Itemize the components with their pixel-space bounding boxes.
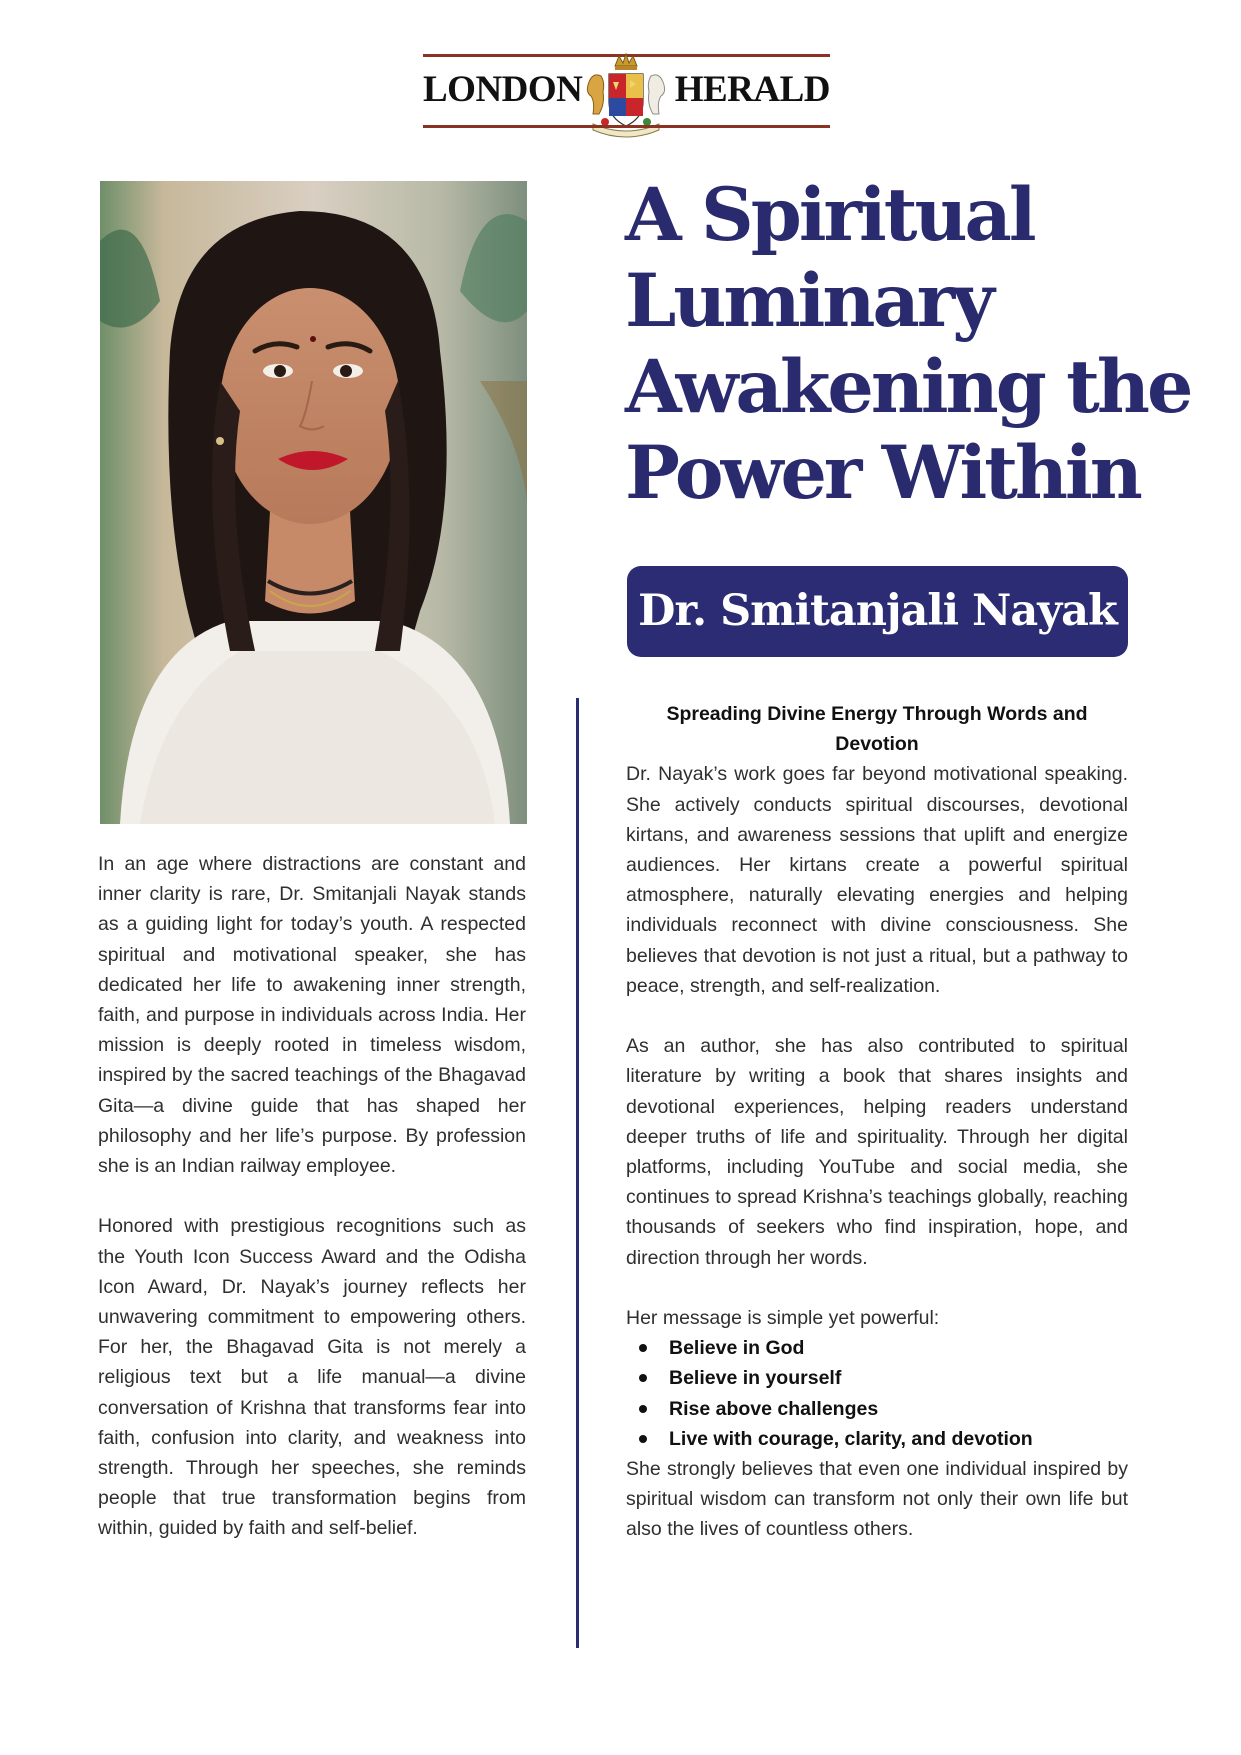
section-heading: Spreading Divine Energy Through Words and Devotion <box>666 703 1088 756</box>
column-divider <box>576 698 579 1648</box>
headline-line-3: Awakening the <box>625 344 1191 430</box>
headline-line-4: Power Within <box>625 430 1140 516</box>
left-column <box>98 849 526 1544</box>
list-item: Rise above challenges <box>626 1394 1128 1424</box>
headline-line-1: A Spiritual <box>625 172 1034 258</box>
left-paragraph-2: Honored with prestigious recognitions such as the Youth Icon Success Award and the Odisha Icon Award, Dr. Nayak’s journey reflects her unwavering commitment to empowering others. For her, the Bhagavad Gita is not merely a religious text but a life manual—a divine conversation of Krishna that transforms fear into faith, confusion into clarity, and weakness into strength. Through her speeches, she reminds people that true transformation begins from within, guided by faith and self-belief. <box>98 1215 526 1540</box>
headline-line-2: Luminary <box>625 258 992 344</box>
right-column <box>626 699 1128 1545</box>
headline <box>625 172 1191 516</box>
masthead-bottom-rule <box>423 125 830 128</box>
list-item: Believe in God <box>626 1333 1128 1363</box>
left-paragraph-1: In an age where distractions are constant and inner clarity is rare, Dr. Smitanjali Nayak stands as a guiding light for today’s youth. A respected spiritual and motivational speaker, she has dedicated her life to awakening inner strength, faith, and purpose in individuals across India. Her mission is deeply rooted in timeless wisdom, inspired by the sacred teachings of the Bhagavad Gita—a divine guide that has shaped her philosophy and her life’s purpose. By profession she is an Indian railway employee. <box>98 853 526 1178</box>
portrait-photo <box>100 181 527 824</box>
masthead <box>423 54 830 129</box>
message-intro: Her message is simple yet powerful: <box>626 1307 940 1330</box>
message-list <box>626 1333 1128 1454</box>
name-badge: Dr. Smitanjali Nayak <box>627 566 1128 657</box>
list-item: Believe in yourself <box>626 1363 1128 1393</box>
right-paragraph-1: Dr. Nayak’s work goes far beyond motivational speaking. She actively conducts spiritual discourses, devotional kirtans, and awareness sessions that uplift and energize audiences. Her kirtans create a powerful spiritual atmosphere, naturally elevating energies and helping individuals reconnect with divine consciousness. She believes that devotion is not just a ritual, but a pathway to peace, strength, and self-realization. <box>626 763 1128 997</box>
list-item: Live with courage, clarity, and devotion <box>626 1424 1128 1454</box>
masthead-word-london: LONDON <box>423 69 583 110</box>
masthead-word-herald: HERALD <box>674 69 830 110</box>
right-paragraph-2: As an author, she has also contributed to spiritual literature by writing a book that shares insights and devotional experiences, helping readers understand deeper truths of life and spirituality. Through her digital platforms, including YouTube and social media, she continues to spread Krishna’s teachings globally, reaching thousands of seekers who find inspiration, hope, and direction through her words. <box>626 1035 1128 1269</box>
closing-paragraph: She strongly believes that even one individual inspired by spiritual wisdom can transform not only their own life but also the lives of countless others. <box>626 1458 1128 1541</box>
